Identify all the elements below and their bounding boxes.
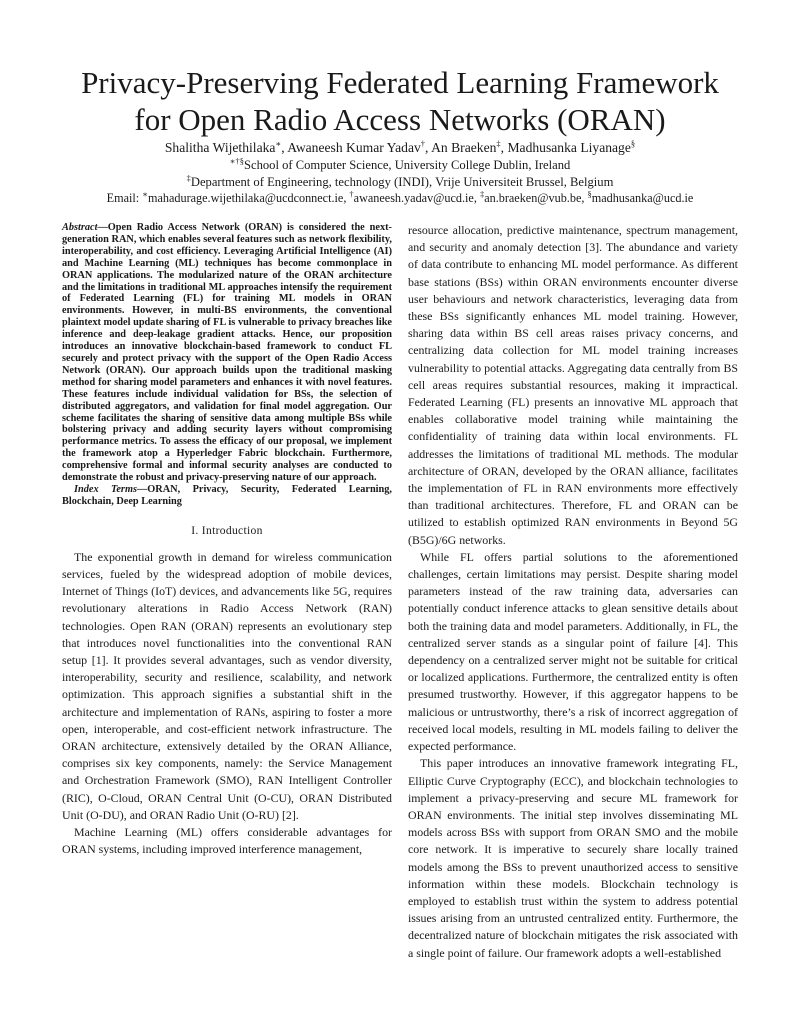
email-address: madhusanka@ucd.ie bbox=[591, 191, 694, 205]
index-terms-text: —ORAN, Privacy, Security, Federated Learning, Blockchain, Deep Learning bbox=[62, 483, 392, 507]
author-mark: ‡ bbox=[496, 138, 501, 149]
email-address: awaneesh.yadav@ucd.ie bbox=[353, 191, 474, 205]
body-paragraph: Machine Learning (ML) offers considerable advantages for ORAN systems, including improved interference management, bbox=[62, 825, 392, 857]
email-label: Email: bbox=[106, 191, 143, 205]
body-paragraph: resource allocation, predictive maintenance, spectrum management, and security and anomaly detection [3]. The abundance and variety of data contribute to enhancing ML model performance. As different base stations (BSs) within ORAN environments encounter diverse user behaviours and network characteristics, leveraging data from these BSs significantly enhances ML model training. However, sharing data within BS cell areas raises privacy concerns, and centralizing data collection for ML model training increases vulnerability to potential attacks. Aggregating data centrally from BS cell areas requires substantial resources, making it impractical. Federated Learning (FL) presents an innovative ML approach that enables collaborative model training while maintaining the confidentiality of training data within local environments. FL addresses the limitations of traditional ML methods. The modular architecture of ORAN, developed by the ORAN alliance, facilitates the implementation of FL in RAN environments more effectively than traditional architectures. Therefore, FL and ORAN can be utilized to establish optimized RAN environments in Beyond 5G (B5G)/6G networks. bbox=[408, 223, 738, 547]
index-terms-label: Index Terms bbox=[74, 483, 137, 495]
email-line: Email: ∗mahadurage.wijethilaka@ucdconnect.ie, †awaneesh.yadav@ucd.ie, ‡an.braeken@vub.be, §madhusanka@ucd.ie bbox=[106, 188, 694, 205]
abstract bbox=[62, 222, 392, 484]
author-mark: † bbox=[420, 138, 426, 149]
author-mark: ∗ bbox=[275, 138, 282, 149]
section-heading: I. Introduction bbox=[191, 523, 263, 537]
affiliation-ucd bbox=[20, 157, 780, 173]
body-paragraph: This paper introduces an innovative framework integrating FL, Elliptic Curve Cryptography (ECC), and blockchain technologies to implement a privacy-preserving and secure ML framework for ORAN environments. The initial step involves disseminating ML models across BSs with support from ORAN SMO and the mobile core network. It is imperative to securely share locally trained models among the BSs to prevent unauthorized access to sensitive information within these models. Blockchain technology is employed to establish trust within the system to address potential issues arising from an untrusted centralized entity. Furthermore, the decentralized nature of blockchain mitigates the risk associated with a single point of failure. Our framework adopts a well-established bbox=[408, 756, 738, 960]
email-address: mahadurage.wijethilaka@ucdconnect.ie bbox=[148, 191, 344, 205]
author-name: Madhusanka Liyanage bbox=[507, 140, 631, 155]
title-line-2: for Open Radio Access Networks (ORAN) bbox=[134, 102, 666, 137]
abstract-label: Abstract bbox=[62, 222, 98, 233]
body-paragraph: The exponential growth in demand for wireless communication services, fueled by the widespread adoption of mobile devices, Internet of Things (IoT) devices, and advancements like 5G, requires revolutionary alterations in Radio Access Network (RAN) technologies. Open RAN (ORAN) represents an evolutionary step that introduces novel functionalities into the conventional RAN setup [1]. It provides several advantages, such as vendor diversity, interoperability, security and resilience, scalability, and network optimization. This approach signifies a substantial shift in the architecture and implementation of RANs, aspiring to foster a more open, interoperable, and cost-efficient network infrastructure. The ORAN architecture, extensively detailed by the ORAN Alliance, comprises six key components, namely: the Service Management and Orchestration Framework (SMO), RAN Intelligent Controller (RIC), O-Cloud, ORAN Central Unit (O-CU), ORAN Distributed Unit (O-DU), and ORAN Radio Unit (O-RU) [2]. bbox=[62, 549, 392, 822]
author-list: Shalitha Wijethilaka∗, Awaneesh Kumar Yadav†, An Braeken‡, Madhusanka Liyanage§ bbox=[164, 138, 636, 155]
body-paragraph: While FL offers partial solutions to the aforementioned challenges, certain limitations may persist. Despite sharing model parameters instead of the raw training data, adversaries can potentially conduct inference attacks to glean sensitive details about both the training data and model parameters. Additionally, in FL, the centralized server stands as a singular point of failure [4]. This dependency on a centralized server might not be suitable for critical or localized applications. Furthermore, the centralized entity is often presumed trustworthy. However, if this aggregator happens to be malicious or untrustworthy, there’s a risk of incorrect aggregation of received local models, resulting in ML models failing to deliver the expected performance. bbox=[408, 549, 738, 754]
index-terms bbox=[62, 484, 392, 508]
paper-title bbox=[20, 64, 780, 138]
affiliation-mark: ∗†§ bbox=[229, 155, 244, 166]
title-line-1: Privacy-Preserving Federated Learning Framework bbox=[81, 65, 719, 100]
email-mark: ∗ bbox=[142, 188, 148, 199]
email-mark: § bbox=[587, 188, 592, 199]
left-column bbox=[62, 222, 392, 858]
email-address: an.braeken@vub.be bbox=[484, 191, 582, 205]
author-name: Shalitha Wijethilaka bbox=[164, 140, 276, 155]
email-mark: ‡ bbox=[479, 188, 485, 199]
author-name: Awaneesh Kumar Yadav bbox=[287, 140, 421, 155]
author-name: An Braeken bbox=[431, 140, 497, 155]
affiliation-text: School of Computer Science, University College Dublin, Ireland bbox=[243, 158, 571, 172]
affiliation-vub bbox=[20, 174, 780, 190]
affiliation-mark: ‡ bbox=[186, 172, 191, 183]
affiliation-text: Department of Engineering, technology (INDI), Vrije Universiteit Brussel, Belgium bbox=[190, 175, 614, 189]
author-mark: § bbox=[630, 138, 636, 149]
abstract-text: —Open Radio Access Network (ORAN) is considered the next-generation RAN, which enables several features such as network flexibility, interoperability, and cost efficiency. Leveraging Artificial Intelligence (AI) and Machine Learning (ML) techniques has become commonplace in ORAN applications. The modularized nature of the ORAN architecture and the limitations in traditional ML approaches intensify the requirement of Federated Learning (FL) for training ML models in ORAN environments. However, in multi-BS environments, the conventional plaintext model update sharing of FL is vulnerable to privacy breaches like inference and deep-leakage gradient attacks. Hence, our proposition introduces an innovative blockchain-based framework to conduct FL securely and protect privacy with the support of the Open Radio Access Network (ORAN). Our approach builds upon the traditional masking method for sharing model parameters and enhances it with novel features. These features include individual validation for BSs, the selection of distributed aggregators, and validation for final model aggregation. Our scheme facilitates the sharing of sensitive data among multiple BSs while bolstering privacy and adding security layers without compromising performance metrics. To assess the efficacy of our proposal, we implement the framework atop a Hyperledger Fabric blockchain. Furthermore, comprehensive formal and informal security analyses are conducted to demonstrate the robust and privacy-preserving nature of our approach. bbox=[62, 222, 392, 484]
email-mark: † bbox=[349, 188, 354, 199]
right-column bbox=[408, 222, 738, 962]
